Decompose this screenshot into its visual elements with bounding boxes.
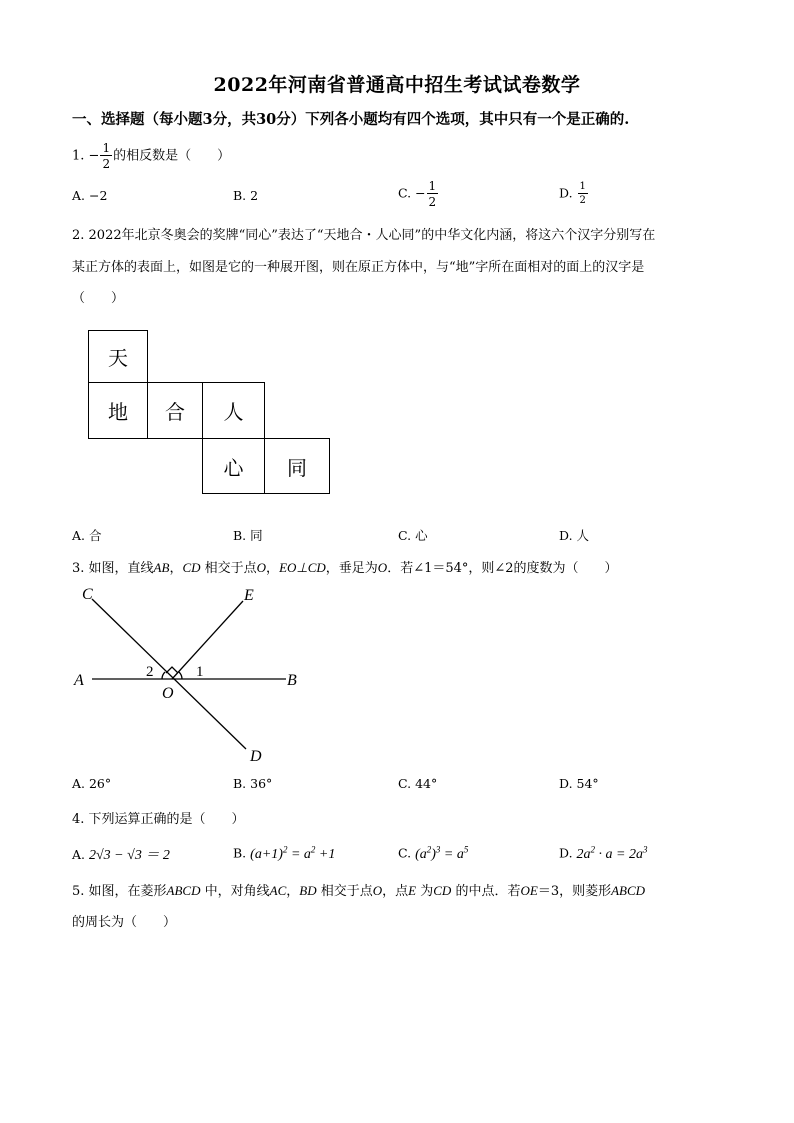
question-4-stem: 4. 下列运算正确的是（ ） [72, 812, 245, 827]
fraction: $\frac{1}{2}$ [579, 181, 586, 206]
question-5-line-2: 的周长为（ ） [72, 915, 177, 930]
question-1: 1. − $\frac{1}{2}$ 的相反数是（ ） [72, 141, 231, 171]
option-b[interactable]: B. 36° [233, 776, 273, 791]
option-a[interactable]: A. 合 [72, 528, 102, 543]
net-cell-he: 合 [147, 382, 203, 439]
point-label-d: D [250, 748, 262, 765]
option-b[interactable]: B. 2 [233, 188, 259, 203]
option-a[interactable]: A. −2 [72, 188, 108, 203]
point-label-b: B [287, 672, 297, 689]
fraction: $\frac{1}{2}$ [428, 179, 437, 209]
angle-1-arc [179, 672, 182, 679]
option-a[interactable]: A. 26° [72, 776, 112, 791]
net-cell-xin: 心 [202, 438, 265, 494]
point-label-a: A [74, 672, 84, 689]
option-d[interactable]: D. 54° [559, 776, 599, 791]
right-angle-mark [166, 667, 178, 673]
ray-oe [172, 601, 243, 679]
net-cell-di: 地 [88, 382, 148, 439]
net-cell-ren: 人 [202, 382, 265, 439]
option-b[interactable]: B. $(a+1)^2 = a^2 +1$ [233, 844, 336, 862]
angle-label-1: 1 [196, 664, 204, 680]
angle-2-arc [162, 672, 165, 679]
option-d[interactable]: D. 人 [559, 528, 590, 543]
question-number: 1. [72, 148, 85, 164]
page-title: 2022年河南省普通高中招生考试试卷数学 [213, 74, 581, 96]
net-cell-tong: 同 [264, 438, 330, 494]
option-d[interactable]: D. $2a^2 \cdot a = 2a^3$ [559, 844, 648, 862]
option-c[interactable]: C. 心 [398, 528, 428, 543]
section-heading: 一、选择题（每小题3分，共30分）下列各小题均有四个选项，其中只有一个是正确的. [72, 111, 630, 128]
option-c[interactable]: C. − $\frac{1}{2}$ [398, 179, 437, 209]
fraction: $\frac{1}{2}$ [102, 141, 111, 171]
option-c[interactable]: C. 44° [398, 776, 438, 791]
question-2-line-1: 2. 2022年北京冬奥会的奖牌“同心”表达了“天地合・人心同”的中华文化内涵，将这六个汉字分别写在 [72, 228, 656, 243]
option-c[interactable]: C. $(a^2)^3 = a^5$ [398, 844, 469, 862]
line-cd [92, 599, 246, 749]
point-label-e: E [244, 587, 254, 604]
question-3-stem: 3. 如图，直线AB，CD 相交于点O，EO⊥CD，垂足为O．若∠1＝54°，则∠2的度数为（ ） [72, 560, 618, 576]
option-b[interactable]: B. 同 [233, 528, 263, 543]
option-d[interactable]: D. $\frac{1}{2}$ [559, 181, 586, 206]
question-2-line-2: 某正方体的表面上，如图是它的一种展开图，则在原正方体中，与“地”字所在面相对的面上的汉字是 [72, 260, 645, 275]
angle-label-2: 2 [146, 664, 154, 680]
point-label-o: O [162, 685, 174, 702]
net-cell-tian: 天 [88, 330, 148, 383]
point-label-c: C [82, 586, 93, 603]
question-5-line-1: 5. 如图，在菱形ABCD 中，对角线AC，BD 相交于点O，点E 为CD 的中点．若OE＝3，则菱形ABCD [72, 883, 646, 899]
question-stem: 的相反数是（ ） [113, 148, 231, 164]
option-a[interactable]: A. 2√3 − √3 ＝ 2 [72, 847, 170, 863]
intersecting-lines-figure [70, 583, 320, 768]
question-2-line-3: （ ） [72, 291, 125, 306]
